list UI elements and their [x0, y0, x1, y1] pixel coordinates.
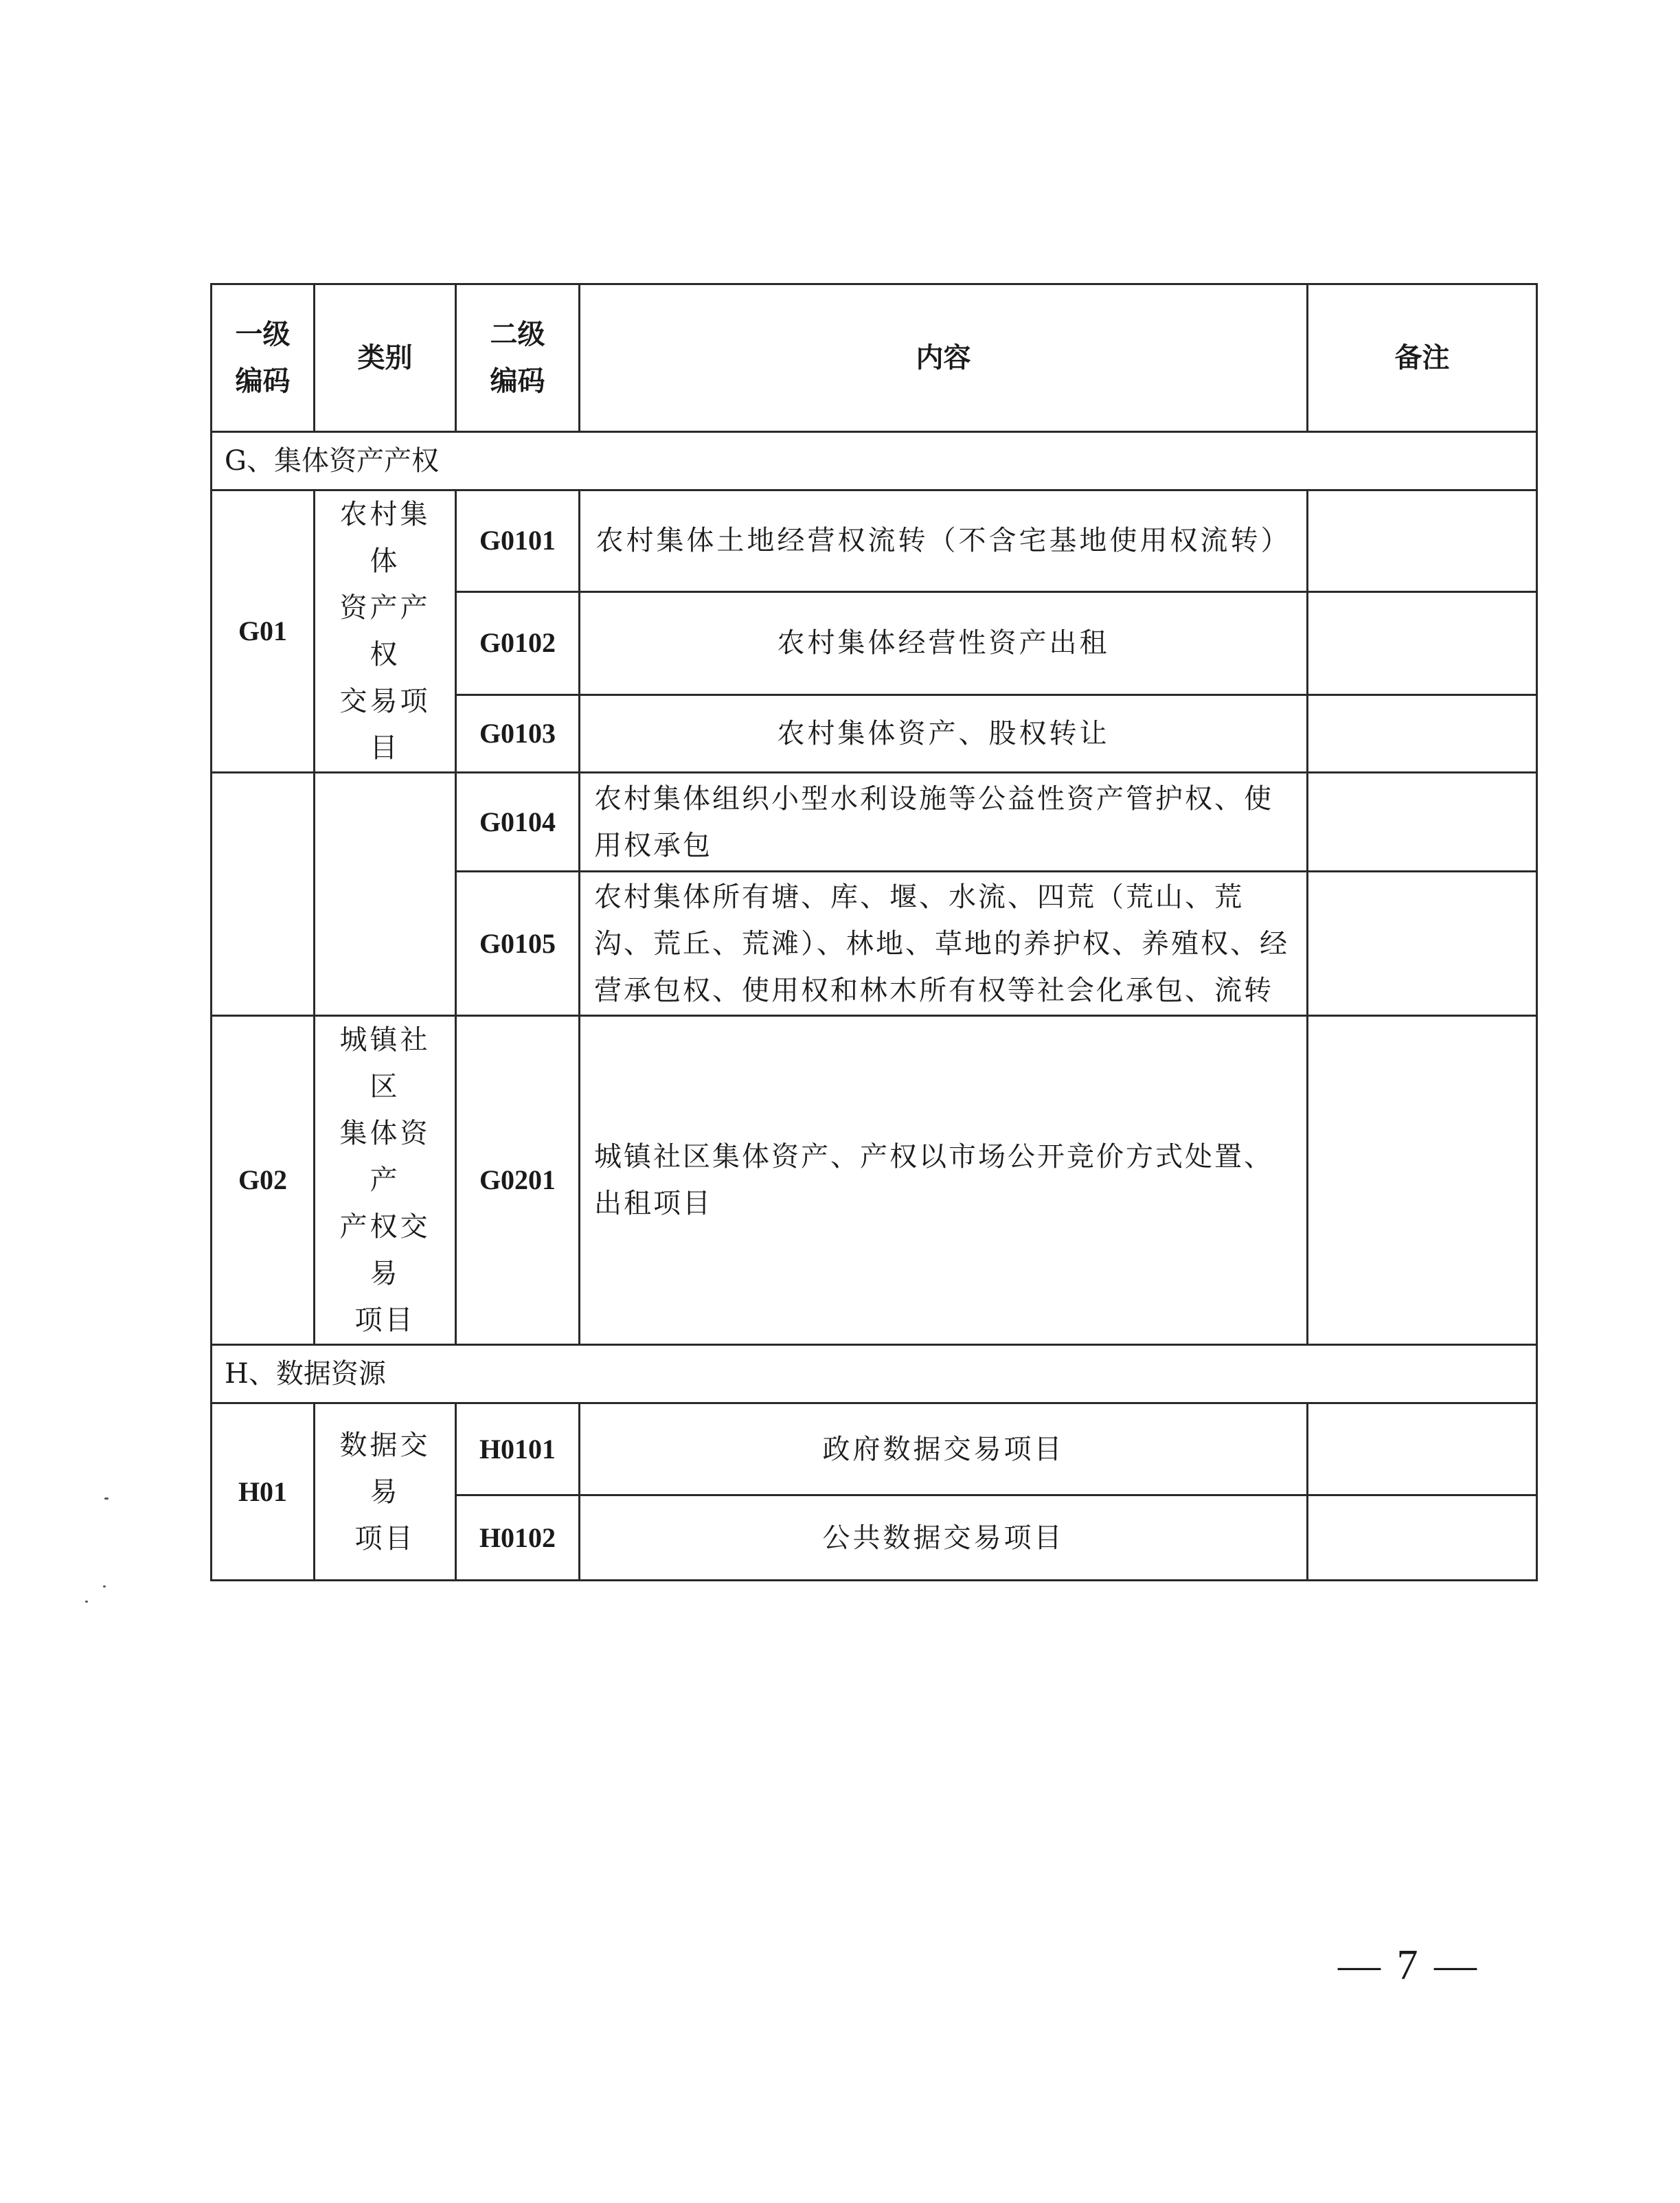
note-cell — [1308, 591, 1537, 694]
content-cell: 农村集体所有塘、库、堰、水流、四荒（荒山、荒沟、荒丘、荒滩）、林地、草地的养护权、养殖权、经营承包权、使用权和林木所有权等社会化承包、流转 — [580, 872, 1308, 1016]
level2-code: G0103 — [456, 694, 580, 772]
note-cell — [1308, 872, 1537, 1016]
content-cell: 城镇社区集体资产、产权以市场公开竞价方式处置、出租项目 — [580, 1016, 1308, 1345]
header-content: 内容 — [580, 284, 1308, 432]
header-note: 备注 — [1308, 284, 1537, 432]
content-cell: 农村集体组织小型水利设施等公益性资产管护权、使用权承包 — [580, 773, 1308, 872]
level1-code: G01 — [212, 490, 315, 773]
category-cell: 城镇社区 集体资产 产权交易 项目 — [315, 1016, 456, 1345]
level1-code: G02 — [212, 1016, 315, 1345]
section-row-h — [212, 1345, 1537, 1403]
level2-code: G0201 — [456, 1016, 580, 1345]
header-level1-code: 一级 编码 — [212, 284, 315, 432]
level1-code — [212, 773, 315, 1016]
note-cell — [1308, 490, 1537, 592]
section-title: G、集体资产产权 — [212, 432, 1537, 490]
note-cell — [1308, 1495, 1537, 1581]
note-cell — [1308, 773, 1537, 872]
category-cell: 农村集体 资产产权 交易项目 — [315, 490, 456, 773]
level2-code: G0101 — [456, 490, 580, 592]
note-cell — [1308, 1403, 1537, 1495]
table-row — [212, 1403, 1537, 1495]
table-row — [212, 490, 1537, 592]
category-cell: 数据交易 项目 — [315, 1403, 456, 1581]
scan-speck — [103, 1585, 106, 1588]
scan-speck — [104, 1498, 109, 1500]
level2-code: G0105 — [456, 872, 580, 1016]
header-level2-code: 二级 编码 — [456, 284, 580, 432]
classification-table — [210, 283, 1538, 1581]
category-cell — [315, 773, 456, 1016]
page-number: — 7 — — [1338, 1942, 1479, 1989]
content-cell: 公共数据交易项目 — [580, 1495, 1308, 1581]
content-cell: 农村集体土地经营权流转（不含宅基地使用权流转） — [580, 490, 1308, 592]
header-category: 类别 — [315, 284, 456, 432]
level2-code: H0102 — [456, 1495, 580, 1581]
level2-code: H0101 — [456, 1403, 580, 1495]
level1-code: H01 — [212, 1403, 315, 1581]
content-cell: 农村集体资产、股权转让 — [580, 694, 1308, 772]
note-cell — [1308, 694, 1537, 772]
level2-code: G0102 — [456, 591, 580, 694]
note-cell — [1308, 1016, 1537, 1345]
section-title: H、数据资源 — [212, 1345, 1537, 1403]
table-row — [212, 773, 1537, 872]
table-row — [212, 1016, 1537, 1345]
content-cell: 政府数据交易项目 — [580, 1403, 1308, 1495]
scan-speck — [85, 1601, 88, 1603]
content-cell: 农村集体经营性资产出租 — [580, 591, 1308, 694]
level2-code: G0104 — [456, 773, 580, 872]
table-header-row — [212, 284, 1537, 432]
section-row-g — [212, 432, 1537, 490]
